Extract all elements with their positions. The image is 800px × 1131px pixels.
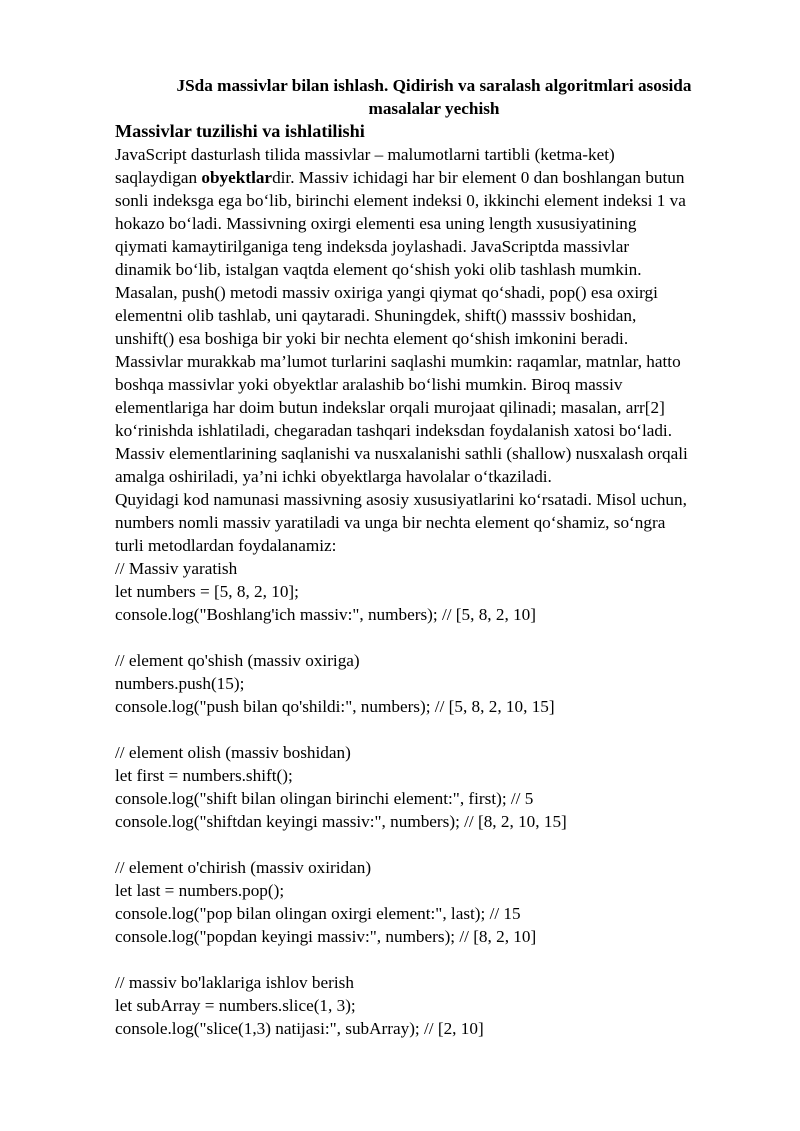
code-line: let subArray = numbers.slice(1, 3); bbox=[115, 996, 356, 1015]
code-block bbox=[115, 856, 747, 948]
text-line: turli metodlardan foydalanamiz: bbox=[115, 536, 337, 555]
text-line: elementlariga har doim butun indekslar orqali murojaat qilinadi; masalan, arr[2] bbox=[115, 398, 665, 417]
code-line: console.log("popdan keyingi massiv:", numbers); // [8, 2, 10] bbox=[115, 927, 537, 946]
text-line bbox=[115, 166, 747, 189]
code-line: // Massiv yaratish bbox=[115, 559, 238, 578]
text-line: elementni olib tashlab, uni qaytaradi. Shuningdek, shift() masssiv boshidan, bbox=[115, 306, 637, 325]
text-line: qiymati kamaytirilganiga teng indeksda joylashadi. JavaScriptda massivlar bbox=[115, 237, 630, 256]
text-line: ko‘rinishda ishlatiladi, chegaradan tashqari indeksdan foydalanish xatosi bo‘ladi. bbox=[115, 421, 673, 440]
document-page bbox=[115, 74, 747, 1040]
title-line: JSda massivlar bilan ishlash. Qidirish va saralash algoritmlari asosida bbox=[176, 76, 692, 95]
document-title bbox=[115, 74, 747, 120]
blank-line bbox=[115, 718, 747, 741]
text-line: unshift() esa boshiga bir yoki bir nechta element qo‘shish imkonini beradi. bbox=[115, 329, 629, 348]
text-line: Massivlar murakkab ma’lumot turlarini saqlashi mumkin: raqamlar, matnlar, hatto bbox=[115, 352, 681, 371]
code-line: console.log("Boshlang'ich massiv:", numbers); // [5, 8, 2, 10] bbox=[115, 605, 536, 624]
text-line: hokazo bo‘ladi. Massivning oxirgi elementi esa uning length xususiyatining bbox=[115, 214, 637, 233]
code-line: console.log("shiftdan keyingi massiv:", numbers); // [8, 2, 10, 15] bbox=[115, 812, 567, 831]
text-fragment: saqlaydigan bbox=[115, 168, 202, 187]
code-line: // element o'chirish (massiv oxiridan) bbox=[115, 858, 372, 877]
blank-line bbox=[115, 626, 747, 649]
text-fragment: dir. Massiv ichidagi har bir element 0 dan boshlangan butun bbox=[272, 168, 685, 187]
code-block bbox=[115, 557, 747, 626]
paragraph-intro bbox=[115, 143, 747, 488]
code-line: // element olish (massiv boshidan) bbox=[115, 743, 351, 762]
code-line: // element qo'shish (massiv oxiriga) bbox=[115, 651, 360, 670]
code-block bbox=[115, 971, 747, 1040]
code-line: let numbers = [5, 8, 2, 10]; bbox=[115, 582, 299, 601]
text-line: Quyidagi kod namunasi massivning asosiy xususiyatlarini ko‘rsatadi. Misol uchun, bbox=[115, 490, 687, 509]
blank-line bbox=[115, 833, 747, 856]
code-line: console.log("shift bilan olingan birinchi element:", first); // 5 bbox=[115, 789, 534, 808]
section-heading: Massivlar tuzilishi va ishlatilishi bbox=[115, 121, 365, 141]
blank-line bbox=[115, 948, 747, 971]
title-line: masalalar yechish bbox=[368, 99, 500, 118]
code-line: console.log("slice(1,3) natijasi:", subArray); // [2, 10] bbox=[115, 1019, 484, 1038]
code-line: let first = numbers.shift(); bbox=[115, 766, 293, 785]
text-line: dinamik bo‘lib, istalgan vaqtda element qo‘shish yoki olib tashlash mumkin. bbox=[115, 260, 642, 279]
code-block bbox=[115, 741, 747, 833]
text-line: sonli indeksga ega bo‘lib, birinchi element indeksi 0, ikkinchi element indeksi 1 va bbox=[115, 191, 686, 210]
text-line: Masalan, push() metodi massiv oxiriga yangi qiymat qo‘shadi, pop() esa oxirgi bbox=[115, 283, 658, 302]
paragraph-code-intro bbox=[115, 488, 747, 557]
text-line: boshqa massivlar yoki obyektlar aralashib bo‘lishi mumkin. Biroq massiv bbox=[115, 375, 623, 394]
code-line: let last = numbers.pop(); bbox=[115, 881, 285, 900]
code-line: console.log("pop bilan olingan oxirgi element:", last); // 15 bbox=[115, 904, 521, 923]
text-line: Massiv elementlarining saqlanishi va nusxalanishi sathli (shallow) nusxalash orqali bbox=[115, 444, 688, 463]
code-block bbox=[115, 649, 747, 718]
code-line: // massiv bo'laklariga ishlov berish bbox=[115, 973, 354, 992]
code-line: numbers.push(15); bbox=[115, 674, 245, 693]
code-line: console.log("push bilan qo'shildi:", numbers); // [5, 8, 2, 10, 15] bbox=[115, 697, 555, 716]
text-line: JavaScript dasturlash tilida massivlar – malumotlarni tartibli (ketma-ket) bbox=[115, 145, 615, 164]
bold-term: obyektlar bbox=[201, 168, 273, 187]
text-line: amalga oshiriladi, ya’ni ichki obyektlarga havolalar o‘tkaziladi. bbox=[115, 467, 552, 486]
text-line: numbers nomli massiv yaratiladi va unga bir nechta element qo‘shamiz, so‘ngra bbox=[115, 513, 666, 532]
